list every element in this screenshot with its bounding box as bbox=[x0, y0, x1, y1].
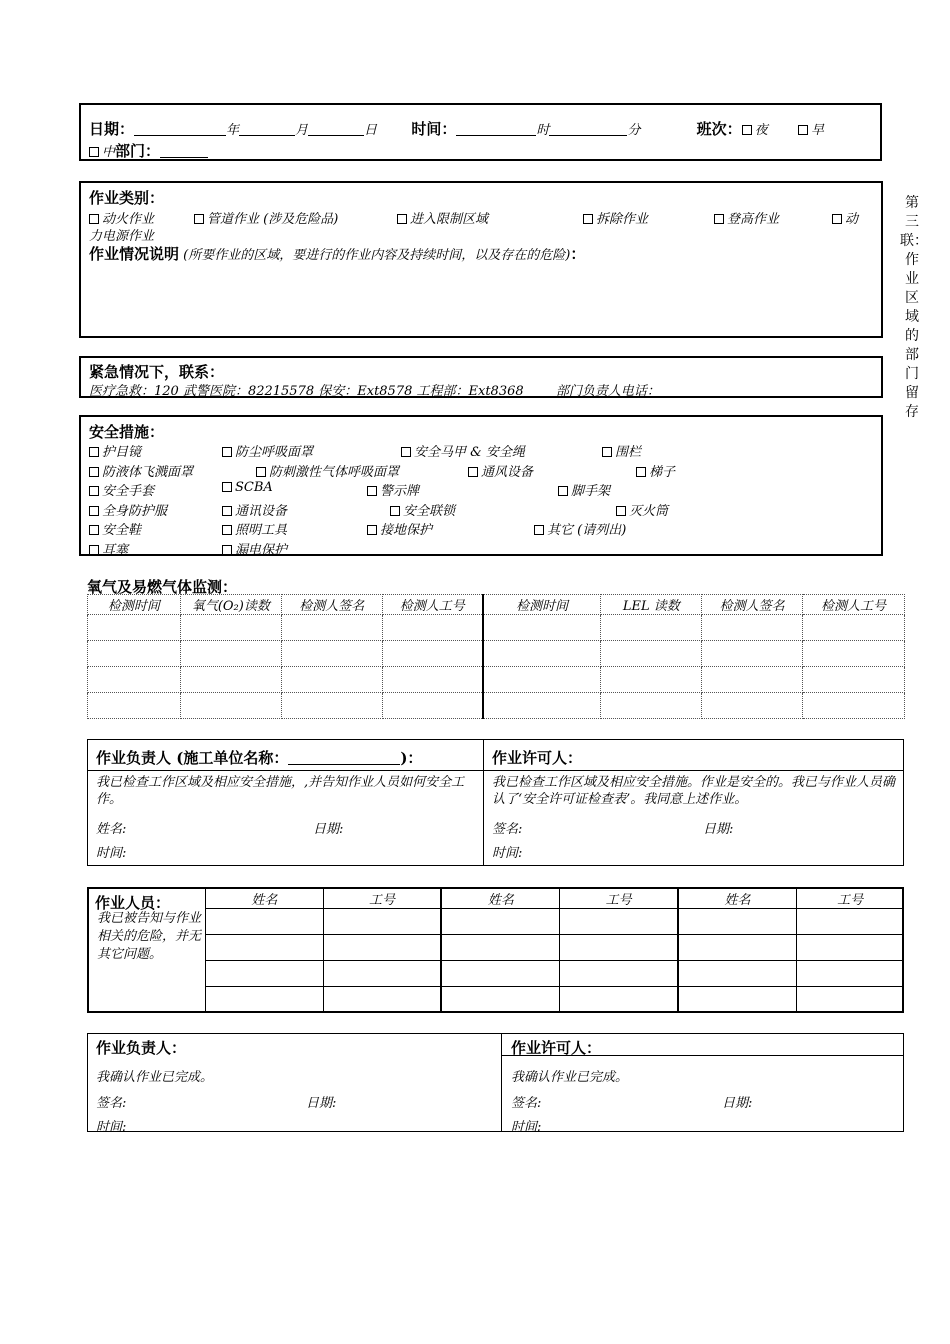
safety-checkbox[interactable] bbox=[602, 447, 612, 457]
gas-table-row bbox=[88, 667, 905, 693]
workers-table-row bbox=[206, 909, 904, 935]
gas-column-header: 检测时间 bbox=[483, 595, 601, 615]
gas-column-header: 检测时间 bbox=[88, 595, 181, 615]
gas-table-cell[interactable] bbox=[382, 667, 483, 693]
workers-table-row bbox=[206, 935, 904, 961]
safety-item[interactable] bbox=[89, 539, 128, 558]
permit-sign-label: 签名: bbox=[492, 822, 523, 837]
gas-table-cell[interactable] bbox=[281, 615, 382, 641]
safety-label: 安全马甲 & 安全绳 bbox=[414, 445, 525, 460]
workers-table bbox=[205, 888, 904, 1013]
gas-column-header: 检测人工号 bbox=[803, 595, 905, 615]
safety-label: 通讯设备 bbox=[235, 504, 288, 519]
emergency-text: 医疗急救：120 武警医院：82215578 保安：Ext8578 工程部：Ext8368 bbox=[89, 384, 524, 399]
gas-table-cell[interactable] bbox=[88, 615, 181, 641]
workers-table-cell[interactable] bbox=[797, 909, 904, 935]
safety-checkbox[interactable] bbox=[89, 545, 99, 555]
safety-item[interactable] bbox=[602, 441, 641, 460]
safety-checkbox[interactable] bbox=[222, 545, 232, 555]
completion-box bbox=[87, 1033, 904, 1135]
completion-permit-sign: 签名: bbox=[511, 1096, 542, 1111]
safety-item[interactable] bbox=[222, 480, 273, 495]
safety-label: 防刺激性气体呼吸面罩 bbox=[269, 465, 400, 480]
emergency-contacts bbox=[89, 380, 704, 399]
header-row-2 bbox=[89, 140, 208, 161]
gas-column-header: 检测人工号 bbox=[382, 595, 483, 615]
safety-checkbox[interactable] bbox=[222, 525, 232, 535]
shift-morning-label: 早 bbox=[810, 123, 824, 138]
safety-checkbox[interactable] bbox=[256, 467, 266, 477]
workers-table-cell[interactable] bbox=[323, 987, 441, 1013]
safety-label: 梯子 bbox=[649, 465, 676, 480]
gas-table bbox=[87, 594, 905, 719]
safety-label: 接地保护 bbox=[380, 523, 433, 538]
pipeline-label: 管道作业 (涉及危险品) bbox=[207, 212, 339, 227]
workers-column-header: 工号 bbox=[797, 889, 904, 909]
work-desc-title-row bbox=[89, 243, 585, 264]
gas-table-cell[interactable] bbox=[281, 641, 382, 667]
workers-table-cell[interactable] bbox=[678, 909, 797, 935]
safety-checkbox[interactable] bbox=[616, 506, 626, 516]
work-type-title: 作业类别： bbox=[89, 189, 165, 207]
safety-item[interactable] bbox=[89, 519, 141, 538]
year-field[interactable] bbox=[134, 122, 226, 136]
work-desc-title: 作业情况说明 bbox=[89, 245, 180, 263]
safety-item[interactable] bbox=[222, 441, 313, 460]
safety-label: 耳塞 bbox=[102, 543, 129, 558]
completion-permit-date: 日期: bbox=[722, 1096, 753, 1111]
header-box bbox=[79, 103, 882, 161]
work-desc-note: (所要作业的区域，要进行的作业内容及持续时间，以及存在的危险) bbox=[183, 248, 571, 263]
safety-label: 照明工具 bbox=[235, 523, 288, 538]
workers-column-header: 工号 bbox=[560, 889, 678, 909]
leader-title-end: )： bbox=[400, 749, 423, 767]
shift-night-label: 夜 bbox=[754, 123, 768, 138]
hour-label: 时 bbox=[536, 123, 550, 138]
power-work-checkbox[interactable] bbox=[832, 214, 842, 224]
safety-label: SCBA bbox=[235, 480, 273, 495]
safety-item[interactable] bbox=[468, 461, 533, 480]
safety-label: 安全鞋 bbox=[102, 523, 142, 538]
workers-table-cell[interactable] bbox=[206, 935, 324, 961]
leader-time-label: 时间: bbox=[96, 846, 127, 861]
workers-table-row bbox=[206, 961, 904, 987]
minute-label: 分 bbox=[627, 123, 641, 138]
workers-table-cell[interactable] bbox=[323, 961, 441, 987]
completion-leader-sign: 签名: bbox=[96, 1096, 127, 1111]
workers-box bbox=[87, 887, 904, 1013]
safety-item[interactable] bbox=[89, 500, 167, 519]
gas-table-row bbox=[88, 615, 905, 641]
gas-table-cell[interactable] bbox=[180, 693, 281, 719]
gas-table-cell[interactable] bbox=[702, 615, 803, 641]
safety-checkbox[interactable] bbox=[367, 525, 377, 535]
height-work-label: 登高作业 bbox=[727, 212, 780, 227]
gas-table-cell[interactable] bbox=[702, 667, 803, 693]
day-label: 日 bbox=[364, 123, 378, 138]
completion-leader-text: 我确认作业已完成。 bbox=[96, 1070, 214, 1085]
gas-table-row bbox=[88, 693, 905, 719]
workers-table-cell[interactable] bbox=[797, 961, 904, 987]
leader-name-label: 姓名: bbox=[96, 822, 127, 837]
gas-header-row bbox=[88, 595, 905, 615]
safety-item[interactable] bbox=[636, 461, 675, 480]
workers-table-cell[interactable] bbox=[560, 987, 678, 1013]
shift-morning-checkbox[interactable] bbox=[798, 125, 808, 135]
safety-label: 灭火筒 bbox=[629, 504, 669, 519]
safety-label: 围栏 bbox=[615, 445, 642, 460]
safety-label: 安全联锁 bbox=[403, 504, 456, 519]
confined-space-checkbox[interactable] bbox=[397, 214, 407, 224]
workers-table-cell[interactable] bbox=[323, 935, 441, 961]
safety-checkbox[interactable] bbox=[89, 467, 99, 477]
pipeline-checkbox[interactable] bbox=[194, 214, 204, 224]
safety-label: 脚手架 bbox=[571, 484, 611, 499]
safety-checkbox[interactable] bbox=[89, 447, 99, 457]
work-type-options bbox=[89, 208, 875, 227]
completion-leader-date: 日期: bbox=[306, 1096, 337, 1111]
work-desc-colon: ： bbox=[570, 245, 586, 263]
gas-table-cell[interactable] bbox=[382, 641, 483, 667]
gas-table-cell[interactable] bbox=[180, 641, 281, 667]
contractor-name-field[interactable] bbox=[288, 751, 400, 765]
workers-table-cell[interactable] bbox=[206, 961, 324, 987]
work-desc-area[interactable] bbox=[89, 265, 869, 331]
safety-label: 防液体飞溅面罩 bbox=[102, 465, 194, 480]
gas-table-cell[interactable] bbox=[180, 667, 281, 693]
safety-item[interactable] bbox=[367, 480, 419, 499]
day-field[interactable] bbox=[308, 122, 364, 136]
workers-column-header: 工号 bbox=[323, 889, 441, 909]
safety-checkbox[interactable] bbox=[534, 525, 544, 535]
shift-middle-label: 中 bbox=[102, 145, 116, 160]
year-label: 年 bbox=[226, 123, 240, 138]
time-label: 时间： bbox=[411, 120, 457, 138]
safety-checkbox[interactable] bbox=[222, 482, 232, 492]
workers-table-cell[interactable] bbox=[441, 961, 560, 987]
gas-column-header: 检测人签名 bbox=[281, 595, 382, 615]
confined-space-label: 进入限制区域 bbox=[410, 212, 489, 227]
safety-item[interactable] bbox=[401, 441, 525, 460]
hour-field[interactable] bbox=[456, 122, 536, 136]
completion-leader-time: 时间: bbox=[96, 1120, 127, 1135]
workers-table-cell[interactable] bbox=[560, 961, 678, 987]
gas-table-cell[interactable] bbox=[601, 693, 702, 719]
workers-table-cell[interactable] bbox=[560, 909, 678, 935]
safety-item[interactable] bbox=[89, 461, 193, 480]
header-row bbox=[89, 118, 824, 139]
copy-note: 第三联：作业区域的部门留存 bbox=[900, 195, 928, 420]
permit-statement: 我已检查工作区域及相应安全措施。作业是安全的。我已与作业人员确认了‘安全许可证检查表’。我同意上述作业。 bbox=[492, 775, 896, 807]
workers-table-cell[interactable] bbox=[206, 909, 324, 935]
dept-label: 部门： bbox=[115, 142, 161, 160]
permit-date-label: 日期: bbox=[703, 822, 734, 837]
safety-item[interactable] bbox=[534, 519, 626, 538]
gas-table-cell[interactable] bbox=[382, 615, 483, 641]
gas-table-cell[interactable] bbox=[180, 615, 281, 641]
hot-work-label: 动火作业 bbox=[102, 212, 155, 227]
workers-table-cell[interactable] bbox=[797, 987, 904, 1013]
workers-column-header: 姓名 bbox=[678, 889, 797, 909]
safety-checkbox[interactable] bbox=[390, 506, 400, 516]
safety-item[interactable] bbox=[222, 539, 287, 558]
gas-table-cell[interactable] bbox=[803, 667, 905, 693]
completion-permit-title: 作业许可人： bbox=[511, 1039, 602, 1057]
shift-label: 班次： bbox=[696, 120, 742, 138]
gas-table-cell[interactable] bbox=[803, 615, 905, 641]
safety-label: 漏电保护 bbox=[235, 543, 288, 558]
safety-checkbox[interactable] bbox=[222, 447, 232, 457]
workers-table-cell[interactable] bbox=[678, 935, 797, 961]
workers-table-cell[interactable] bbox=[441, 909, 560, 935]
gas-table-cell[interactable] bbox=[88, 693, 181, 719]
work-type-wrap: 力电源作业 bbox=[89, 229, 155, 244]
safety-checkbox[interactable] bbox=[89, 486, 99, 496]
safety-item[interactable] bbox=[89, 441, 141, 460]
safety-label: 护目镜 bbox=[102, 445, 142, 460]
gas-table-cell[interactable] bbox=[483, 693, 601, 719]
workers-table-cell[interactable] bbox=[323, 909, 441, 935]
gas-table-cell[interactable] bbox=[803, 641, 905, 667]
month-field[interactable] bbox=[239, 122, 295, 136]
completion-permit-time: 时间: bbox=[511, 1120, 542, 1135]
gas-table-cell[interactable] bbox=[702, 641, 803, 667]
dept-phone-label: 部门负责人电话： bbox=[555, 384, 660, 399]
workers-table-cell[interactable] bbox=[441, 987, 560, 1013]
gas-table-cell[interactable] bbox=[601, 667, 702, 693]
leader-title: 作业负责人 (施工单位名称： bbox=[96, 749, 289, 767]
work-type-box bbox=[79, 181, 883, 338]
leader-statement: 我已检查工作区域及相应安全措施，,并告知作业人员如何安全工作。 bbox=[96, 775, 465, 807]
workers-header-row bbox=[206, 889, 904, 909]
safety-item[interactable] bbox=[222, 500, 287, 519]
safety-item[interactable] bbox=[256, 461, 399, 480]
safety-checkbox[interactable] bbox=[468, 467, 478, 477]
leader-date-label: 日期: bbox=[313, 822, 344, 837]
gas-table-cell[interactable] bbox=[601, 641, 702, 667]
safety-item[interactable] bbox=[616, 500, 668, 519]
demolition-label: 拆除作业 bbox=[596, 212, 649, 227]
safety-checkbox[interactable] bbox=[558, 486, 568, 496]
safety-label: 全身防护服 bbox=[102, 504, 168, 519]
gas-table-cell[interactable] bbox=[803, 693, 905, 719]
demolition-checkbox[interactable] bbox=[583, 214, 593, 224]
permit-time-label: 时间: bbox=[492, 846, 523, 861]
hot-work-checkbox[interactable] bbox=[89, 214, 99, 224]
gas-table-cell[interactable] bbox=[702, 693, 803, 719]
safety-checkbox[interactable] bbox=[89, 525, 99, 535]
date-label: 日期： bbox=[89, 120, 135, 138]
gas-table-cell[interactable] bbox=[281, 693, 382, 719]
leader-title-row bbox=[96, 747, 422, 768]
emergency-title: 紧急情况下，联系： bbox=[89, 363, 225, 381]
safety-checkbox[interactable] bbox=[367, 486, 377, 496]
minute-field[interactable] bbox=[549, 122, 627, 136]
workers-table-cell[interactable] bbox=[678, 961, 797, 987]
workers-table-cell[interactable] bbox=[560, 935, 678, 961]
safety-checkbox[interactable] bbox=[89, 506, 99, 516]
safety-label: 警示牌 bbox=[380, 484, 420, 499]
gas-table-cell[interactable] bbox=[88, 641, 181, 667]
gas-table-cell[interactable] bbox=[88, 667, 181, 693]
workers-table-cell[interactable] bbox=[441, 935, 560, 961]
dept-phone-field[interactable] bbox=[660, 383, 704, 397]
workers-column-header: 姓名 bbox=[206, 889, 324, 909]
workers-column-header: 姓名 bbox=[441, 889, 560, 909]
gas-column-header: 检测人签名 bbox=[702, 595, 803, 615]
completion-leader-title: 作业负责人： bbox=[96, 1039, 187, 1057]
gas-table-cell[interactable] bbox=[281, 667, 382, 693]
safety-label: 安全手套 bbox=[102, 484, 155, 499]
safety-label: 其它 (请列出) bbox=[547, 523, 627, 538]
safety-item[interactable] bbox=[89, 480, 154, 499]
gas-column-header: 氧气(O₂)读数 bbox=[180, 595, 281, 615]
safety-checkbox[interactable] bbox=[636, 467, 646, 477]
height-work-checkbox[interactable] bbox=[714, 214, 724, 224]
safety-checkbox[interactable] bbox=[401, 447, 411, 457]
safety-checkbox[interactable] bbox=[222, 506, 232, 516]
dept-field[interactable] bbox=[160, 144, 208, 158]
safety-title: 安全措施： bbox=[89, 423, 165, 441]
gas-table-cell[interactable] bbox=[483, 641, 601, 667]
gas-table-cell[interactable] bbox=[483, 667, 601, 693]
workers-table-row bbox=[206, 987, 904, 1013]
safety-item[interactable] bbox=[558, 480, 610, 499]
gas-table-cell[interactable] bbox=[601, 615, 702, 641]
workers-table-cell[interactable] bbox=[206, 987, 324, 1013]
power-work-label: 动 bbox=[845, 212, 859, 227]
safety-label: 通风设备 bbox=[481, 465, 534, 480]
safety-label: 防尘呼吸面罩 bbox=[235, 445, 314, 460]
emergency-box bbox=[79, 356, 883, 398]
approval-box bbox=[87, 739, 904, 866]
safety-box bbox=[79, 415, 883, 556]
gas-table-cell[interactable] bbox=[382, 693, 483, 719]
permit-title: 作业许可人： bbox=[492, 749, 583, 767]
safety-item[interactable] bbox=[367, 519, 432, 538]
gas-column-header: LEL 读数 bbox=[601, 595, 702, 615]
workers-table-cell[interactable] bbox=[678, 987, 797, 1013]
gas-title: 氧气及易燃气体监测： bbox=[87, 578, 238, 596]
month-label: 月 bbox=[295, 123, 309, 138]
gas-table-row bbox=[88, 641, 905, 667]
shift-middle-checkbox[interactable] bbox=[89, 147, 99, 157]
workers-statement: 我已被告知与作业相关的危险，并无其它问题。 bbox=[97, 911, 202, 962]
workers-table-cell[interactable] bbox=[797, 935, 904, 961]
gas-table-cell[interactable] bbox=[483, 615, 601, 641]
safety-item[interactable] bbox=[222, 519, 287, 538]
completion-permit-text: 我确认作业已完成。 bbox=[511, 1070, 629, 1085]
workers-title: 作业人员： bbox=[95, 894, 171, 912]
shift-night-checkbox[interactable] bbox=[742, 125, 752, 135]
safety-item[interactable] bbox=[390, 500, 455, 519]
